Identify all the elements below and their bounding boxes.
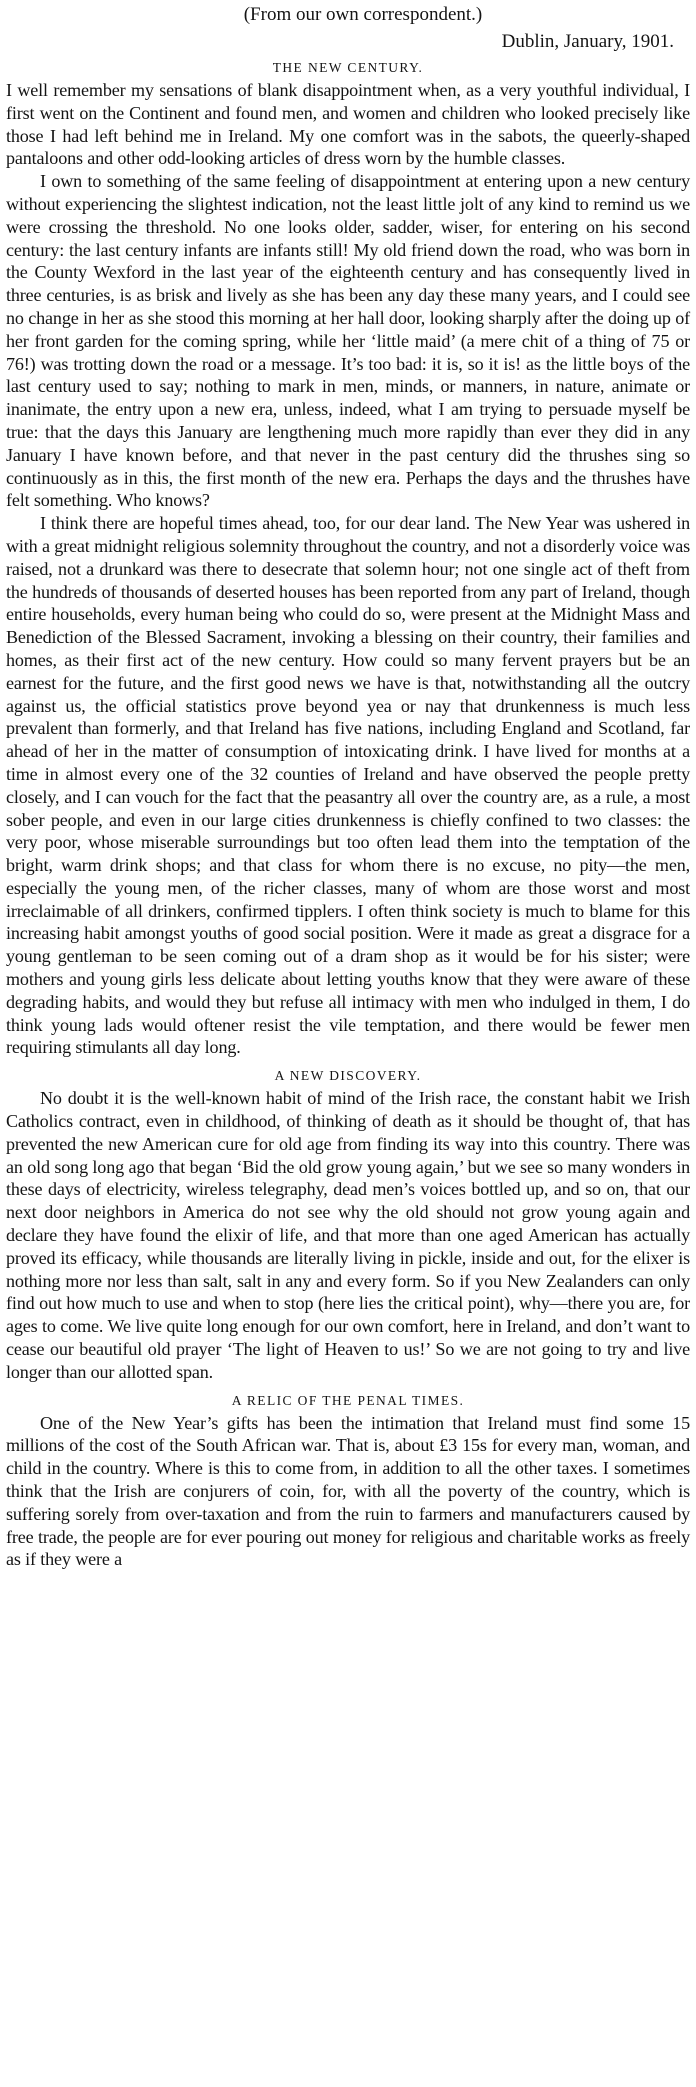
article-section-new-discovery [6,1065,690,1383]
paragraph: I well remember my sensations of blank disappointment when, as a very youthful individual, I first went on the Continent and found men, and women and children who looked precisely like those I had left behind me in Ireland. My one comfort was in the sabots, the queerly-shaped pantaloons and other odd-looking articles of dress worn by the humble classes. [6,80,690,169]
section-body [6,79,690,1059]
paragraph: No doubt it is the well-known habit of mind of the Irish race, the constant habit we Irish Catholics contract, even in childhood, of thinking of death as it should be thought of, that has prevented the new American cure for old age from finding its way into this country. There was an old song long ago that began ‘Bid the old grow young again,’ but we see so many wonders in these days of electricity, wireless telegraphy, dead men’s voices bottled up, and so on, that our next door neighbors in America do not see why the old should not grow young again and declare they have found the elixir of life, and that more than one aged American has actually proved its efficacy, while thousands are literally living in pickle, inside and out, for the elixer is nothing more nor less than salt, salt in any and every form. So if you New Zealanders can only find out how much to use and when to stop (here lies the critical point), why—there you are, for ages to come. We live quite long enough for our own comfort, here in Ireland, and don’t want to cease our beautiful old prayer ‘The light of Heaven to us!’ So we are not going to try and live longer than our allotted span. [6,1088,690,1382]
section-heading: A RELIC OF THE PENAL TIMES. [231,1392,465,1408]
section-body [6,1412,690,1572]
section-spacer [6,1059,690,1063]
section-heading: A NEW DISCOVERY. [274,1068,422,1084]
section-heading: THE NEW CENTURY. [272,60,424,75]
correspondent-credit: (From our own correspondent.) [243,4,483,25]
paragraph: I think there are hopeful times ahead, too, for our dear land. The New Year was ushered in with a great midnight religious solemnity throughout the country, and not a disorderly voice was raised, not a drunkard was there to desecrate that solemn hour; not one single act of theft from the hundreds of thousands of deserted houses has been reported from any part of Ireland, though entire households, every human being who could do so, were present at the Midnight Mass and Benediction of the Blessed Sacrament, invoking a blessing on their country, their families and homes, as their first act of the new century. How could so many fervent prayers but be an earnest for the future, and the first good news we have is that, notwithstanding all the outcry against us, the official statistics prove beyond yea or nay that drunkenness is much less prevalent than formerly, and that Ireland has five nations, including England and Scotland, far ahead of her in the matter of consumption of intoxicating drink. I have lived for months at a time in almost every one of the 32 counties of Ireland and have observed the people pretty closely, and I can vouch for the fact that the peasantry all over the country are, as a rule, a most sober people, and even in our large cities drunkenness is chiefly confined to two classes: the very poor, whose miserable surroundings but too often lead them into the temptation of the bright, warm drink shops; and that class for whom there is no excuse, no pity—the men, especially the young men, of the richer classes, many of whom are those worst and most irreclaimable of all drinkers, confirmed tipplers. I often think society is much to blame for this increasing habit amongst youths of good social position. Were it made as great a disgrace for a young gentleman to be seen coming out of a dram shop as it would be for his sister; were mothers and young girls less delicate about letting youths know that they were aware of these degrading habits, and would they but refuse all intimacy with men who indulged in them, I do think young lads would oftener resist the vile temptation, and there would be fewer men requiring stimulants all day long. [6,513,690,1058]
section-body [6,1087,690,1383]
paragraph: One of the New Year’s gifts has been the intimation that Ireland must find some 15 millions of the cost of the South African war. That is, about £3 15s for every man, woman, and child in the country. Where is this to come from, in addition to all the other taxes. I sometimes think that the Irish are conjurers of coin, for, with all the poverty of the country, which is suffering sorely from over-taxation and from the ruin to farmers and manufacturers caused by free trade, the people are for ever pouring out money for religious and charitable works as freely as if they were a [6,1412,690,1570]
article-section-penal-times [6,1390,690,1572]
section-spacer [6,1384,690,1388]
paragraph: I own to something of the same feeling of disappointment at entering upon a new century without experiencing the slightest indication, not the least little jolt of any kind to remind us we were crossing the threshold. No one looks older, sadder, wiser, for entering on his second century: the last century infants are infants still! My old friend down the road, who was born in the County Wexford in the last year of the eighteenth century and has consequently lived in three centuries, is as brisk and lively as she has been any day these many years, and I could see no change in her as she stood this morning at her hall door, looking sharply after the doing up of her front garden for the coming spring, while her ‘little maid’ (a mere chit of a thing of 75 or 76!) was trotting down the road or a message. It’s too bad: it is, so it is! as the little boys of the last century used to say; nothing to mark in men, minds, or manners, in nature, animate or inanimate, the entry upon a new era, unless, indeed, what I am trying to persuade myself be true: that the days this January are lengthening much more rapidly than ever they did in any January I have known before, and that never in the past century did the thrushes sing so continuously as in this, the first month of the new era. Perhaps the days and the thrushes have felt something. Who knows? [6,171,690,511]
article-section-new-century [6,57,690,1059]
dateline: Dublin, January, 1901. [501,31,674,52]
